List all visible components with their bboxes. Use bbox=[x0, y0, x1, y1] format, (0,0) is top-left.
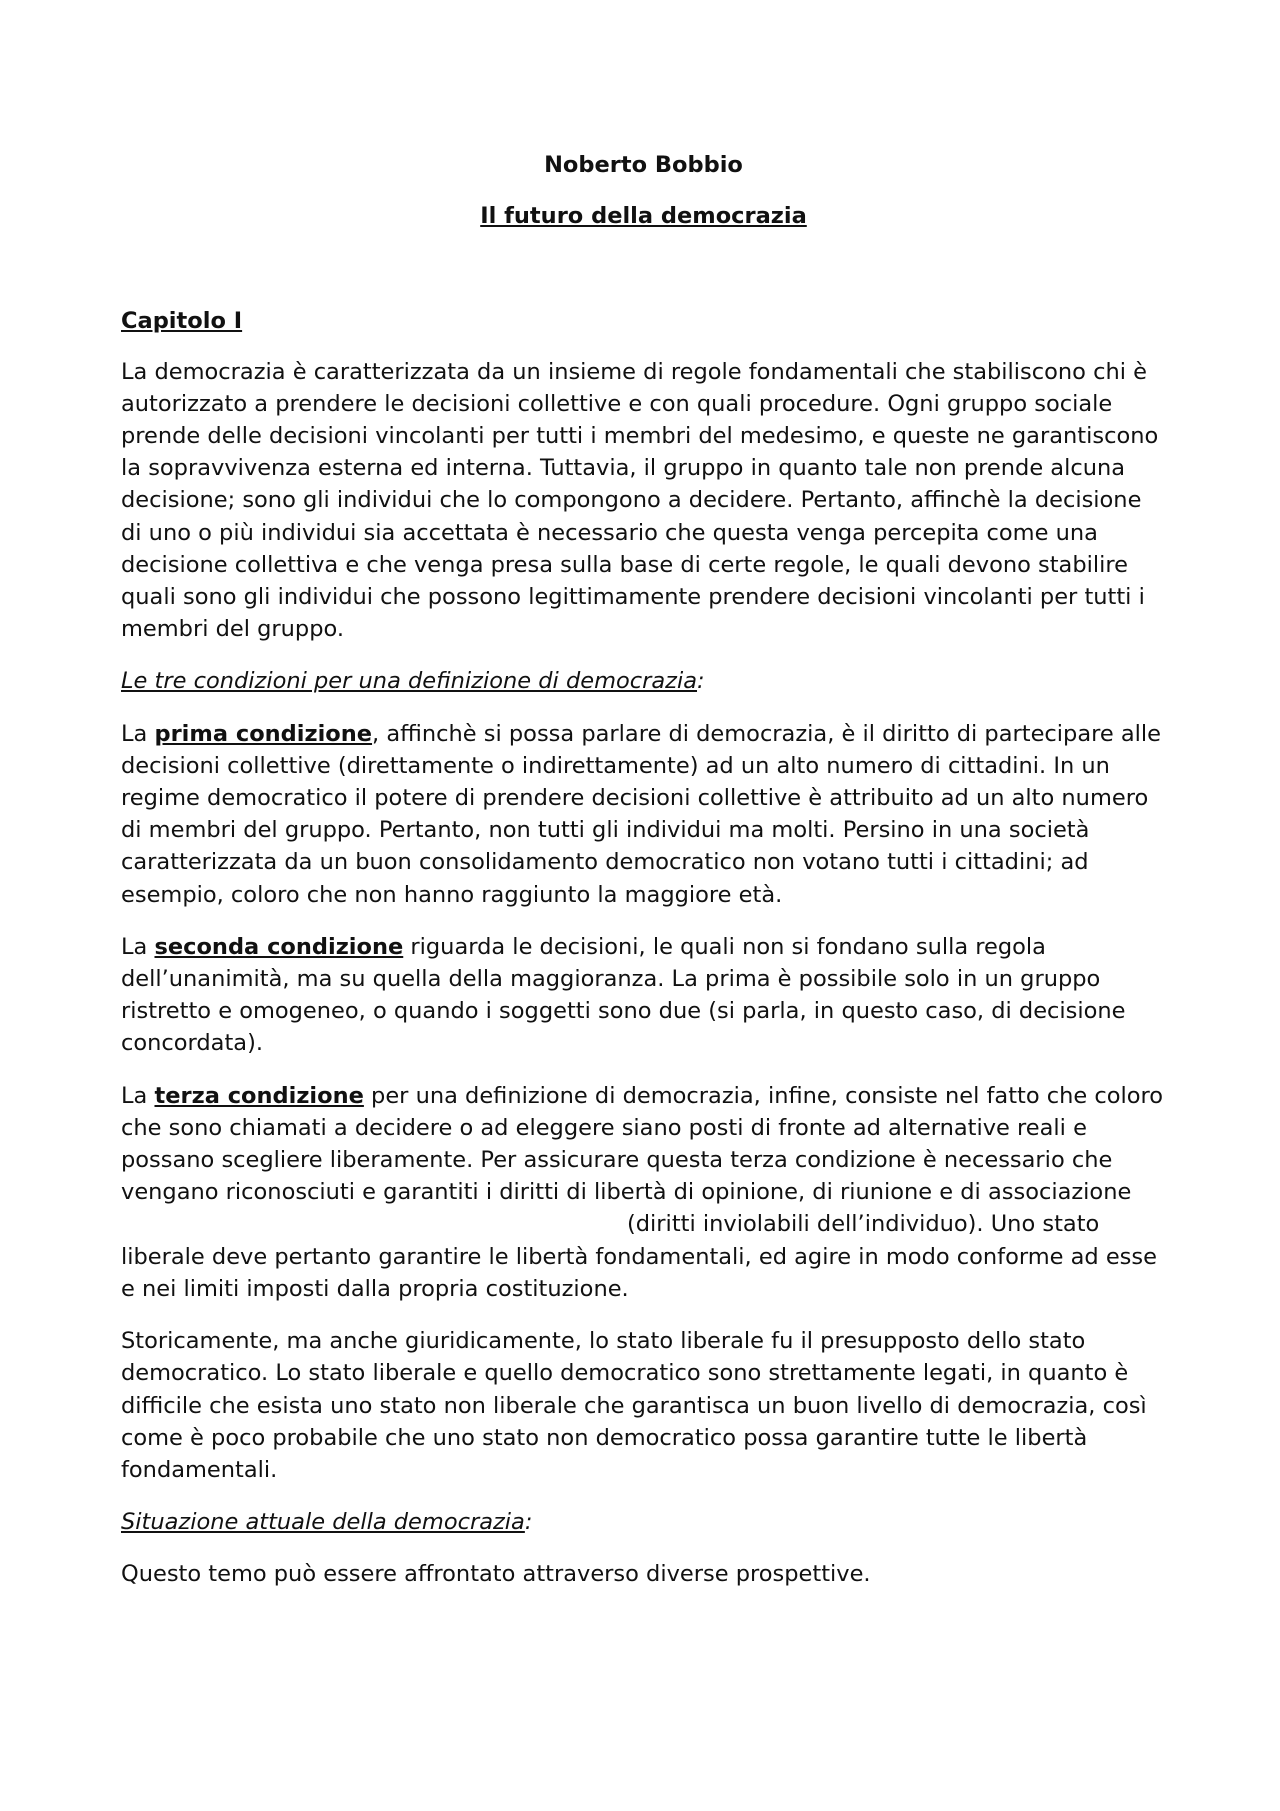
lead-text: La bbox=[121, 1082, 155, 1109]
body-text: riguarda le decisioni, le quali non si fondano sulla regola dell’unanimità, ma su quella della maggioranza. La prima è possibile solo in un gruppo ristretto e omogeneo, o quando i soggetti sono due (si parla, in questo caso, di decisione concordata). bbox=[121, 933, 1126, 1057]
chapter-heading: Capitolo I bbox=[121, 308, 243, 335]
paragraph-third-condition bbox=[121, 1080, 1166, 1305]
author-name: Noberto Bobbio bbox=[544, 152, 743, 178]
paragraph-second-condition bbox=[121, 931, 1166, 1060]
section-subheading-conditions bbox=[121, 665, 1166, 697]
subheading-colon: : bbox=[524, 1509, 533, 1536]
section-subheading-current-situation bbox=[121, 1506, 1166, 1538]
body-text: , affinchè si possa parlare di democrazia, è il diritto di partecipare alle decisioni collettive (direttamente o indirettamente) ad un alto numero di cittadini. In un regime democratico il potere di prendere decisioni collettive è attribuito ad un alto numero di membri del gruppo. Pertanto, non tutti gli individui ma molti. Persino in una società caratterizzata da un buon consolidamento democratico non votano tutti i cittadini; ad esempio, coloro che non hanno raggiunto la maggiore età. bbox=[121, 720, 1161, 908]
third-condition-term: terza condizione bbox=[154, 1082, 364, 1109]
subheading-text: Le tre condizioni per una definizione di democrazia bbox=[121, 668, 698, 695]
paragraph-perspectives: Questo temo può essere affrontato attraverso diverse prospettive. bbox=[121, 1561, 871, 1588]
subheading-text: Situazione attuale della democrazia bbox=[121, 1509, 525, 1536]
body-text-continued: (diritti inviolabili dell’individuo). Uno stato liberale deve pertanto garantire le libertà fondamentali, ed agire in modo conforme ad esse e nei limiti imposti dalla propria costituzione. bbox=[121, 1211, 1157, 1302]
second-condition-term: seconda condizione bbox=[154, 933, 404, 960]
lead-text: La bbox=[121, 933, 155, 960]
document-body bbox=[121, 149, 1166, 1611]
paragraph-first-condition bbox=[121, 718, 1166, 911]
body-text: per una definizione di democrazia, infine, consiste nel fatto che coloro che sono chiamati a decidere o ad eleggere siano posti di fronte ad alternative reali e possano scegliere liberamente. Per assicurare questa terza condizione è necessario che vengano riconosciuti e garantiti i diritti di libertà di opinione, di riunione e di associazione bbox=[121, 1082, 1164, 1206]
first-condition-term: prima condizione bbox=[154, 720, 373, 747]
document-title: Il futuro della democrazia bbox=[480, 203, 807, 230]
subheading-colon: : bbox=[697, 668, 705, 695]
intro-paragraph: La democrazia è caratterizzata da un insieme di regole fondamentali che stabiliscono chi è autorizzato a prendere le decisioni collettive e con quali procedure. Ogni gruppo sociale prende delle decisioni vincolanti per tutti i membri del medesimo, e queste ne garantiscono la sopravvivenza esterna ed interna. Tuttavia, il gruppo in quanto tale non prende alcuna decisione; sono gli individui che lo compongono a decidere. Pertanto, affinchè la decisione di uno o più individui sia accettata è necessario che questa venga percepita come una decisione collettiva e che venga presa sulla base di certe regole, le quali devono stabilire quali sono gli individui che possono legittimamente prendere decisioni vincolanti per tutti i membri del gruppo. bbox=[121, 358, 1159, 643]
lead-text: La bbox=[121, 720, 155, 747]
paragraph-liberal-state: Storicamente, ma anche giuridicamente, lo stato liberale fu il presupposto dello stato democratico. Lo stato liberale e quello democratico sono strettamente legati, in quanto è difficile che esista uno stato non liberale che garantisca un buon livello di democrazia, così come è poco probabile che uno stato non democratico possa garantire tutte le libertà fondamentali. bbox=[121, 1328, 1147, 1483]
